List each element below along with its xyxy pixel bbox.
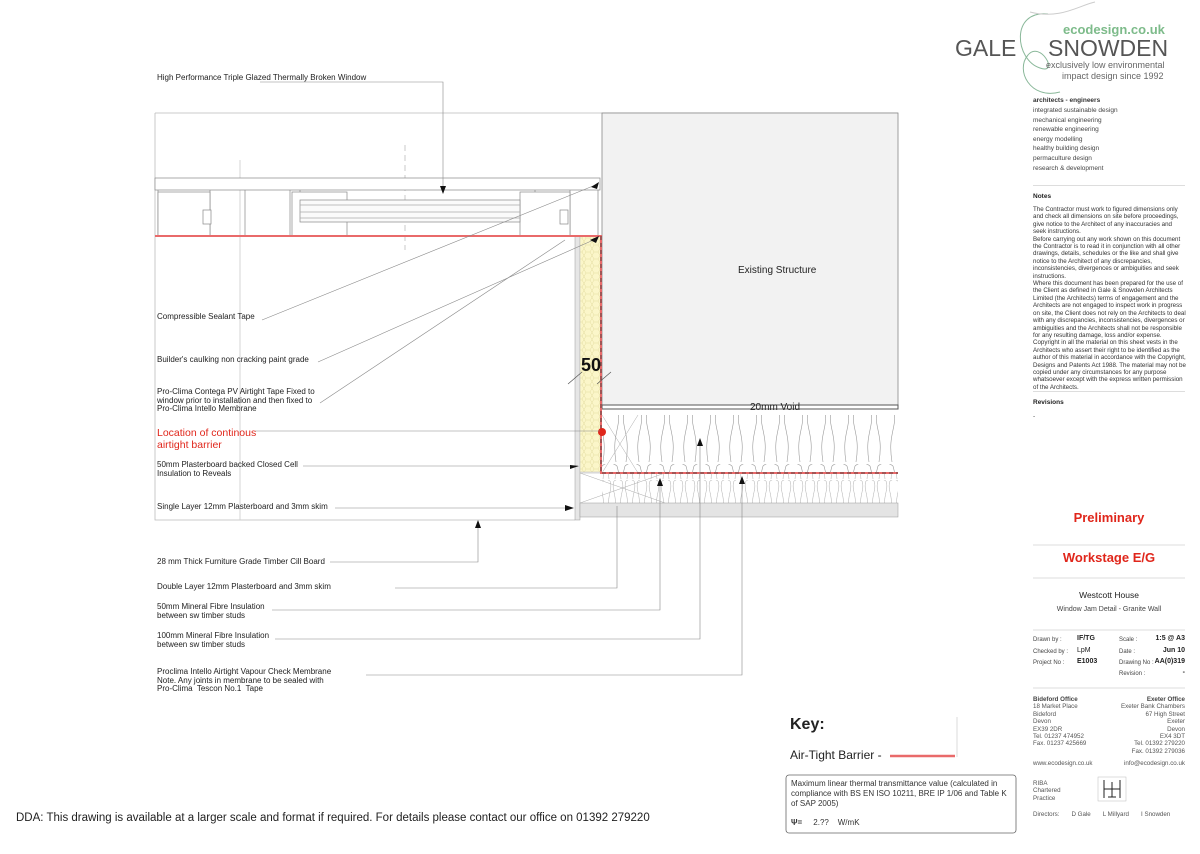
service-item: permaculture design: [1033, 154, 1092, 162]
address-line: Tel. 01392 279220: [1134, 740, 1185, 748]
label-caulking: Builder's caulking non cracking paint grade: [157, 355, 309, 364]
project-no-value: E1003: [1077, 658, 1098, 665]
bideford-title: Bideford Office: [1033, 696, 1078, 703]
airtight-location-dot: [598, 428, 606, 436]
project-no-label: Project No :: [1033, 660, 1065, 666]
closed-cell-insulation: [580, 236, 601, 472]
brand-tagline-1: exclusively low environmental: [1046, 60, 1165, 70]
date-value: Jun 10: [1162, 647, 1185, 654]
directors-row: [1033, 811, 1188, 818]
dimension-50: 50: [581, 355, 602, 375]
dda-notice: DDA: This drawing is available at a larger scale and format if required. For details please contact our office on 01392 279220: [16, 812, 650, 824]
key-title: Key:: [790, 716, 825, 733]
service-item: mechanical engineering: [1033, 116, 1102, 124]
drawn-by-label: Drawn by :: [1033, 637, 1062, 643]
riba-crest-icon: [1098, 777, 1126, 801]
label-existing-structure: Existing Structure: [738, 265, 817, 276]
window-section: [155, 178, 600, 236]
drawing-no-value: AA(0)319: [1154, 658, 1185, 665]
key-airtight-barrier: Air-Tight Barrier -: [790, 748, 882, 762]
director-name: L Millyard: [1102, 811, 1129, 818]
brand-website: ecodesign.co.uk: [1063, 22, 1165, 37]
label-sealant-tape: Compressible Sealant Tape: [157, 312, 255, 321]
address-line: EX39 2DR: [1033, 725, 1063, 733]
checked-by-label: Checked by :: [1033, 649, 1069, 655]
label-cill-board: 28 mm Thick Furniture Grade Timber Cill Board: [157, 557, 325, 566]
checked-by-value: LpM: [1077, 647, 1091, 654]
plasterboard-reveal: [575, 236, 580, 520]
bideford-office: [1033, 696, 1086, 748]
label-window: High Performance Triple Glazed Thermally Broken Window: [157, 73, 367, 82]
mineral-insulation-100: [602, 415, 898, 473]
service-item: integrated sustainable design: [1033, 107, 1118, 114]
thermal-value-row: [791, 818, 860, 827]
service-item: healthy building design: [1033, 145, 1100, 153]
address-line: 67 High Street: [1145, 710, 1185, 718]
label-intello: Proclima Intello Airtight Vapour Check Membrane Note. Any joints in membrane to be sealed with Pro-Clima Tescon No.1 Tape: [157, 667, 332, 693]
services-title: architects - engineers: [1033, 97, 1101, 104]
riba-label: RIBA Chartered Practice: [1033, 780, 1061, 802]
director-name: I Snowden: [1141, 811, 1171, 818]
address-line: Bideford: [1033, 710, 1057, 718]
address-line: Devon: [1167, 725, 1185, 733]
scale-label: Scale :: [1119, 637, 1138, 643]
address-line: Fax. 01392 279036: [1131, 747, 1185, 755]
exeter-office: [1121, 696, 1185, 755]
existing-structure-block: [602, 113, 898, 405]
address-line: EX4 3DT: [1159, 733, 1185, 741]
address-line: Exeter Bank Chambers: [1121, 703, 1185, 711]
revision-value: -: [1182, 669, 1185, 676]
mineral-insulation-50: [602, 473, 898, 503]
brand-tagline-2: impact design since 1992: [1062, 71, 1164, 81]
address-line: 18 Market Place: [1033, 703, 1078, 711]
drawing-no-label: Drawing No :: [1119, 660, 1154, 666]
label-contega-tape: Pro-Clima Contega PV Airtight Tape Fixed to window prior to installation and then fixed to Pro-Clima Intello Membrane: [157, 387, 315, 413]
psi-unit: W/mK: [837, 818, 860, 827]
director-name: D Gale: [1071, 811, 1091, 818]
date-label: Date :: [1119, 649, 1136, 655]
exeter-title: Exeter Office: [1146, 696, 1185, 703]
notes-title: Notes: [1033, 193, 1052, 200]
project-name: Westcott House: [1079, 590, 1139, 600]
psi-symbol: Ψ=: [791, 818, 803, 827]
brand-name-right: SNOWDEN: [1048, 35, 1169, 61]
notes-body: The Contractor must work to figured dimensions only and check all dimensions on site before proceedings, give notice to the Architect of any inaccuracies and seek instructions. Before carrying out any work shown on this document the Contractor is to read it in conjunction with all other drawings, details, schedules or the like and shall give notice to the Architect of any discrepancies, inconsistencies, divergences or ambiguities and seek instructions. Where this document has been prepared for the use of the Client as defined in Gale & Snowden Architects Limited (the Architects) terms of engagement and the Architects are not engaged to inspect work in progress on site, the Client does not rely on the Architects to deal with any discrepancies, inconsistencies, divergences or ambiguities and the Architects shall not be responsible for any resulting damage, loss and/or expense. Copyright in all the material on this sheet vests in the Architects who assert their right to be identified as the author of this material in accordance with the Copyright, Designs and Patents Act 1988. The material may not be copied under any circumstances for any purpose whatsoever except with the express written permission of the Architects.: [1033, 206, 1186, 391]
address-line: Tel. 01237 474952: [1033, 733, 1084, 741]
brand-name-left: GALE: [955, 35, 1017, 61]
service-item: research & development: [1033, 164, 1104, 172]
label-mineral-50: 50mm Mineral Fibre Insulation between sw timber studs: [157, 602, 265, 620]
status-workstage: Workstage E/G: [1062, 550, 1156, 565]
scale-value: 1:5 @ A3: [1155, 635, 1185, 642]
label-plasterboard-50: 50mm Plasterboard backed Closed Cell Insulation to Reveals: [157, 460, 298, 478]
address-line: Exeter: [1167, 718, 1185, 726]
status-preliminary: Preliminary: [1073, 510, 1145, 525]
drawing-title: Window Jam Detail - Granite Wall: [1056, 606, 1162, 613]
label-double-layer: Double Layer 12mm Plasterboard and 3mm skim: [157, 582, 331, 591]
revision-label: Revision :: [1119, 671, 1146, 677]
psi-value: 2.??: [813, 818, 829, 827]
service-item: renewable engineering: [1033, 126, 1099, 134]
plasterboard-double: [580, 503, 898, 517]
label-airtight-location: Location of continous airtight barrier: [157, 427, 257, 451]
service-item: energy modelling: [1033, 135, 1083, 143]
revisions-title: Revisions: [1033, 399, 1064, 406]
drawn-by-value: IF/TG: [1077, 635, 1095, 642]
label-void: 20mm Void: [750, 402, 801, 413]
website-link[interactable]: www.ecodesign.co.uk: [1033, 760, 1093, 767]
address-line: Devon: [1033, 718, 1051, 726]
thermal-text: Maximum linear thermal transmittance value (calculated in compliance with BS EN ISO 10211, BRE IP 1/06 and Table K of SAP 2005): [791, 779, 1007, 808]
email-link[interactable]: info@ecodesign.co.uk: [1124, 760, 1185, 767]
label-mineral-100: 100mm Mineral Fibre Insulation between sw timber studs: [157, 631, 270, 649]
label-single-layer: Single Layer 12mm Plasterboard and 3mm skim: [157, 502, 328, 511]
directors-label: Directors:: [1033, 811, 1060, 818]
address-line: Fax. 01237 425669: [1033, 740, 1087, 748]
revisions-value: -: [1033, 413, 1036, 420]
services-list: [1033, 106, 1118, 173]
